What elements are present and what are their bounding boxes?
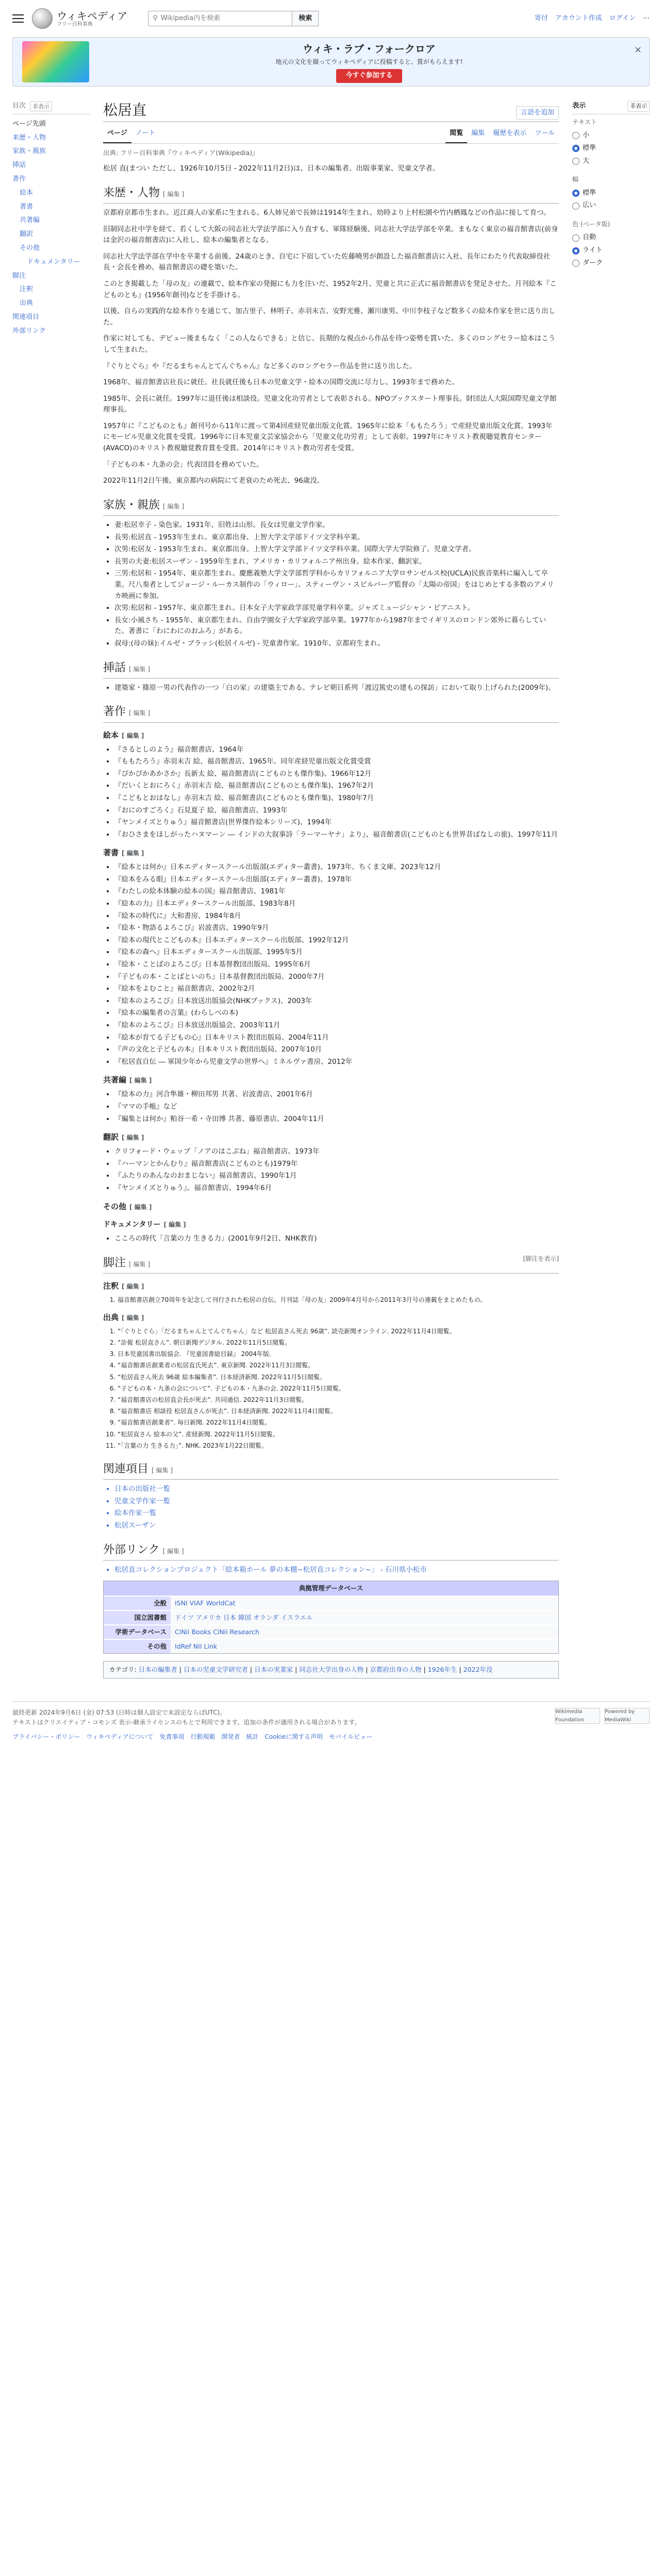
radio-label: ダーク [583, 259, 603, 267]
authority-control [103, 1581, 559, 1654]
search-icon: ⚲ [153, 14, 158, 22]
list-item: • 『絵本の時代に』大和書房、1984年8月 [114, 911, 559, 922]
wikimedia-badge[interactable]: Wikimedia Foundation [555, 1708, 600, 1724]
toc-item[interactable]: その他 [20, 244, 40, 252]
related-list [114, 1484, 559, 1531]
category-link[interactable]: 京都府出身の人物 [370, 1666, 422, 1674]
subsection-heading: 絵本 [ 編集 ] [103, 730, 144, 740]
section-heading: 著作 [ 編集 ] [103, 703, 559, 722]
documentary-list [114, 1233, 559, 1245]
list-item: 11. “「言葉の力 生きる力」”. NHK. 2023年1月22日閲覧。 [118, 1441, 559, 1451]
main-content [90, 101, 572, 1686]
footnote-toggle[interactable]: [脚注を表示] [523, 1255, 559, 1262]
radio-label: 広い [583, 201, 597, 210]
section-family [114, 520, 559, 650]
create-account-link[interactable]: アカウント作成 [555, 14, 602, 22]
toc-item[interactable]: 関連項目 [12, 313, 40, 321]
color-label: 色 (ベータ版) [572, 221, 610, 228]
radio-icon[interactable] [572, 260, 580, 267]
subsection-heading: 翻訳 [ 編集 ] [103, 1132, 144, 1142]
lead-paragraph: 松居 直(まつい ただし、1926年10月5日 - 2022年11月2日)は、日本の編集者、出版事業家、児童文学者。 [103, 164, 440, 173]
paragraph: 以後、自らの実践的な絵本作りを通じて、加古里子、林明子、赤羽末吉、安野光雅、瀬川康男、中川李枝子など数多くの絵本作家を世に送り出した。 [103, 307, 556, 327]
edit-link[interactable]: [ 編集 ] [163, 1221, 186, 1228]
width-options [572, 187, 650, 213]
list-item: • 『おにのすごろく』石見夏子 絵、福音館書店、1993年 [114, 805, 559, 817]
toc-item[interactable]: 家族・親族 [12, 147, 46, 156]
edit-link[interactable]: [ 編集 ] [129, 1203, 152, 1211]
footer-link[interactable]: Cookieに関する声明 [264, 1733, 323, 1740]
authority-value[interactable]: ドイツ アメリカ 日本 韓国 オランダ イスラエル [171, 1611, 558, 1624]
toc-item[interactable]: 外部リンク [12, 327, 46, 335]
toc-sidebar [12, 101, 90, 1686]
tab-edit[interactable]: 編集 [471, 129, 485, 138]
radio-label: 自動 [583, 233, 597, 242]
footer-link[interactable]: 行動規範 [190, 1733, 216, 1740]
list-item: • 『絵本をみる眼』日本エディタースクール出版部(エディター叢書)、1978年 [114, 874, 559, 886]
category-link[interactable]: 1926年生 [427, 1666, 457, 1674]
list-item: 9. “福音館書店創業者”. 毎日新聞. 2022年11月4日閲覧。 [118, 1418, 559, 1428]
footer-link[interactable]: 免責事項 [159, 1733, 185, 1740]
authority-row [104, 1624, 558, 1639]
authority-key: 全般 [104, 1597, 171, 1610]
subsection-heading: 共著編 [ 編集 ] [103, 1075, 152, 1085]
list-item: • 『絵本の現代とこどもの本』日本エディタースクール出版部、1992年12月 [114, 935, 559, 946]
paragraph: 京都府京都市生まれ。近江商人の家系に生まれる。6人姉兄弟で長姉は1914年生まれ。幼時より上村松園や竹内栖鳳などの作品に接して育つ。 [103, 208, 551, 217]
donate-link[interactable]: 寄付 [534, 14, 548, 22]
list-item: • 『絵本のよろこび』日本放送出版協会、2003年11月 [114, 1020, 559, 1031]
subsection-heading: 出典 [ 編集 ] [103, 1312, 144, 1322]
banner-subtitle: 地元の文化を撮ってウィキペディアに投稿すると、賞がもらえます! [275, 58, 463, 65]
toc-item[interactable]: 翻訳 [20, 230, 34, 239]
section-heading: 家族・親族 [ 編集 ] [103, 496, 559, 516]
edit-link[interactable]: [ 編集 ] [122, 1282, 144, 1290]
appearance-heading: 表示 [572, 102, 586, 110]
list-item: • 次男:松居友 - 1953年生まれ。東京都出身。上智大学文学部ドイツ文学科卒業。国際大学大学院修了。児童文学者。 [114, 544, 559, 555]
radio-label: ライト [583, 246, 603, 255]
site-tagline: フリー百科事典 [57, 21, 93, 27]
list-link[interactable]: • 松居スーザン [114, 1520, 559, 1532]
paragraph: 同志社大学法学部在学中を卒業する前後、24歳のとき、自宅に下宿していた佐藤曉男が創設した福音館書店に入社、長年にわたり代表取締役社長・会長を務め、福音館書店の礎を築いた。 [103, 252, 551, 272]
list-item: • 叔母:(母の妹):イルゼ・ブラッシ(松居イルゼ) - 児童書作家。1910年、京都府生まれ。 [114, 638, 559, 650]
edit-link[interactable]: [ 編集 ] [122, 1134, 144, 1142]
list-item: • 長男の夫妻:松居スーザン - 1959年生まれ、アメリカ・カリフォルニア州出身。絵本作家、翻訳家。 [114, 556, 559, 568]
list-item: • 『絵本・ことばのよろこび』日本基督教団出版局、1995年6月 [114, 959, 559, 971]
list-item: • 『松居直自伝 ― 軍国少年から児童文学の世界へ』ミネルヴァ書房、2012年 [114, 1057, 559, 1068]
toc-item[interactable]: 来歴・人物 [12, 133, 46, 142]
category-link[interactable]: 日本の編集者 [138, 1666, 177, 1674]
section-history [103, 208, 559, 487]
login-link[interactable]: ログイン [609, 14, 636, 22]
color-options [572, 231, 650, 269]
list-item: • 『絵本とは何か』日本エディタースクール出版部(エディター叢書)、1973年。ちくま文庫、2023年12月 [114, 862, 559, 873]
radio-label: 標準 [583, 189, 597, 197]
appearance-panel [572, 101, 650, 1686]
list-item: • 『わたしの絵本体験の絵本の国』福音館書店、1981年 [114, 886, 559, 897]
list-item: • 『ももたろう』赤羽末吉 絵、福音館書店、1965年。同年産経児童出版文化賞受賞 [114, 756, 559, 768]
authority-title: 典拠管理データベース [104, 1581, 558, 1596]
authority-row [104, 1596, 558, 1610]
authority-row [104, 1639, 558, 1653]
page-tabs [103, 125, 559, 144]
toc-item[interactable]: 注釈 [20, 285, 34, 294]
toc-list [12, 117, 90, 338]
paragraph: 旧制同志社中学を経て、若くして大阪の同志社大学法学部に入り直すも、軍隊経験後、同志社大学法学部を卒業。まもなく東京の福音館書店(前身は金沢の福音館書店)に入社し、絵本の編集者となる。 [103, 225, 558, 245]
more-options-icon[interactable]: ⋯ [643, 14, 650, 22]
category-box: カテゴリ: 日本の編集者 | 日本の児童文学研究者 | 日本の実業家 | 同志社大学出身の人物 | 京都府出身の人物 | 1926年生 | 2022年没 [103, 1661, 559, 1679]
search-input[interactable] [148, 11, 292, 26]
radio-icon[interactable] [572, 145, 580, 152]
list-item: • 『おひさまをほしがったハヌマーン ― インドの大叙事詩「ラーマーヤナ」より』、福音館書店(こどものとも世界昔ばなしの旅)、1997年11月 [114, 829, 559, 841]
edit-link[interactable]: [ 編集 ] [122, 850, 144, 857]
external-links-list [114, 1565, 559, 1576]
list-item: 1. 福音館書店創立70周年を記念して刊行された松居の自伝。月刊誌「母の友」2009年4月号から2011年3月号の連載をまとめたもの。 [118, 1295, 559, 1305]
authority-value[interactable]: CiNii Books CiNii Research [171, 1625, 558, 1639]
site-name: ウィキペディア [57, 9, 128, 22]
edit-link[interactable]: [ 編集 ] [129, 709, 151, 717]
paragraph: 「子どもの本・九条の会」代表団員を務めていた。 [103, 460, 263, 469]
tab-read[interactable]: 閲覧 [445, 125, 467, 143]
edit-link[interactable]: [ 編集 ] [129, 665, 151, 673]
tab-tools[interactable]: ツール [535, 129, 555, 138]
page-title: 松居直 [103, 101, 147, 118]
toc-heading: 目次 [12, 102, 26, 110]
site-logo[interactable] [32, 8, 127, 29]
campaign-banner [12, 37, 650, 87]
banner-image [22, 41, 89, 82]
article-body [103, 163, 559, 1679]
list-link[interactable]: • 松居直コレクションプロジェクト「絵本箱ホール 夢の本棚~松居直コレクション~」 - 石川県小松市 [114, 1565, 559, 1576]
search-placeholder: Wikipedia内を検索 [160, 14, 221, 22]
paragraph: 1957年に『こどものとも』創刊号から11年に渡って第4回産経児童出版文化賞。1965年に絵本「ももたろう」で産経児童出版文化賞。1993年にモービル児童文化賞を受賞。1996年に日本児童文芸家協会から「児童文化功労者」として表彰。1997年にキリスト教視聴覚教育センター(AVACO)のキリスト教視聴覚教育賞を受賞。2014年にキリスト教功労者を受賞。 [103, 421, 553, 453]
list-item: • 『ぴかぴかあかさか』長新太 絵、福音館書店(こどものとも傑作集)、1966年12月 [114, 769, 559, 780]
menu-icon[interactable] [12, 14, 24, 23]
books-list [114, 862, 559, 1067]
tab-history[interactable]: 履歴を表示 [493, 129, 527, 138]
list-item: • 長男:松居直 - 1953年生まれ。東京都出身、上智大学文学部ドイツ文学科卒業。 [114, 532, 559, 544]
footer-link[interactable]: プライバシー・ポリシー [12, 1733, 80, 1740]
edit-link[interactable]: [ 編集 ] [163, 190, 185, 198]
list-item: • こころの時代「言葉の力 生きる力」(2001年9月2日、NHK教育) [114, 1233, 559, 1245]
radio-option[interactable] [572, 244, 650, 257]
list-item: • 『声の文化と子どもの本』日本キリスト教団出版局、2007年10月 [114, 1044, 559, 1056]
last-updated: 最終更新 2024年9月6日 (金) 07:53 (日時は個人設定で未設定ならばUTC)。 [12, 1709, 226, 1717]
list-item: • 『だいくとおにろく』赤羽末吉 絵、福音館書店(こどものとも傑作集)、1967年2月 [114, 781, 559, 792]
section-heading: 来歴・人物 [ 編集 ] [103, 184, 559, 204]
radio-label: 大 [583, 157, 590, 165]
references-list [118, 1327, 559, 1451]
tab-page[interactable]: ページ [103, 125, 131, 143]
radio-option[interactable] [572, 155, 650, 168]
subsection-heading: その他 [ 編集 ] [103, 1201, 152, 1211]
toc-hide-button[interactable]: 非表示 [30, 101, 52, 112]
text-size-options [572, 129, 650, 167]
radio-option[interactable] [572, 187, 650, 200]
footer-links [12, 1732, 650, 1742]
translations-list [114, 1146, 559, 1194]
subsection-heading: ドキュメンタリー [ 編集 ] [103, 1220, 186, 1229]
list-item: • 『絵本の力』河合隼雄・柳田邦男 共著、岩波書店、2001年6月 [114, 1089, 559, 1100]
list-item: 5. “松居直さん死去 96歳 絵本編集者”. 日本経済新聞. 2022年11月5日閲覧。 [118, 1372, 559, 1382]
banner-join-button[interactable]: 今すぐ参加する [336, 69, 402, 83]
subsection-heading: 注釈 [ 編集 ] [103, 1281, 144, 1291]
tab-talk[interactable]: ノート [135, 129, 156, 138]
list-item: • 『さるとしのよう』福音館書店、1964年 [114, 744, 559, 756]
list-item: • 次男:松居和 - 1957年、東京都生まれ。日本女子大学家政学部児童学科卒業。ジャズミュージシャン・ピアニスト。 [114, 603, 559, 614]
radio-icon[interactable] [572, 202, 580, 210]
toc-item[interactable]: 出典 [20, 299, 34, 308]
coauthored-list [114, 1089, 559, 1125]
list-item: • 『ママの手帳』など [114, 1101, 559, 1113]
list-item: • 『子どもの本・ことばといのち』日本基督教団出版局、2000年7月 [114, 972, 559, 983]
radio-option[interactable] [572, 199, 650, 212]
edit-link[interactable]: [ 編集 ] [122, 732, 144, 739]
footer-link[interactable]: ウィキペディアについて [86, 1733, 154, 1740]
list-item: 6. “子どもの本・九条の会について”. 子どもの本・九条の会. 2022年11月5日閲覧。 [118, 1384, 559, 1394]
list-item: • 『編集とは何か』粕谷一希・寺田博 共著、藤原書店、2004年11月 [114, 1114, 559, 1125]
radio-option[interactable] [572, 257, 650, 270]
list-item: • 『こどもとおはなし』赤羽末吉 絵、福音館書店(こどものとも傑作集)、1980年7月 [114, 793, 559, 804]
width-label: 幅 [572, 176, 579, 183]
toc-item[interactable]: ページ先頭 [12, 120, 46, 128]
section-heading: 挿話 [ 編集 ] [103, 659, 559, 679]
radio-icon[interactable] [572, 158, 580, 165]
paragraph: このとき掲載した「母の友」の連載で、絵本作家の発掘にも力を注いだ。1952年2月、児童と共に正式に福音館書店を発足させた。月刊絵本『こどものとも』(1956年創刊)などを手掛ける。 [103, 279, 557, 299]
subsection-heading: 著書 [ 編集 ] [103, 848, 144, 858]
toc-item[interactable]: 著作 [12, 175, 26, 183]
list-item: • 『ヤンメイズとりゅう』福音館書店(世界傑作絵本シリーズ)、1994年 [114, 817, 559, 828]
category-link[interactable]: 日本の児童文学研究者 [183, 1666, 248, 1674]
paragraph: 1985年、会長に就任。1997年に退任後は相談役。児童文化功労者として表彰される。NPOブックスタート理事長。財団法人大阪国際児童文学館理事長。 [103, 394, 557, 414]
list-item: 4. “福音館書店創業者の松居直氏死去”. 東京新聞. 2022年11月3日閲覧。 [118, 1361, 559, 1370]
list-item: 8. “福音館書店 相談役 松居直さんが死去”. 日本経済新聞. 2022年11月4日閲覧。 [118, 1406, 559, 1416]
footer-link[interactable]: 開発者 [221, 1733, 240, 1740]
toc-item[interactable]: ドキュメンタリー [27, 258, 80, 266]
authority-key: その他 [104, 1640, 171, 1653]
footer-link[interactable]: モバイルビュー [329, 1733, 373, 1740]
list-item: • 『絵本の編集者の言葉』(わらしべの本) [114, 1008, 559, 1019]
edit-link[interactable]: [ 編集 ] [163, 502, 185, 510]
edit-link[interactable]: [ 編集 ] [162, 1547, 184, 1555]
footer-link[interactable]: 統計 [246, 1733, 259, 1740]
text-size-label: テキスト [572, 118, 597, 126]
radio-option[interactable] [572, 231, 650, 244]
page-footer [12, 1701, 650, 1742]
toc-item[interactable]: 脚注 [12, 272, 26, 280]
list-item: • クリフォード・ウェッブ「ノアのはこぶね」福音館書店、1973年 [114, 1146, 559, 1158]
list-item: 1. “「ぐりとぐら」「だるまちゃんとてんぐちゃん」など 松居直さん死去 96歳”. 読売新聞オンライン. 2022年11月4日閲覧。 [118, 1327, 559, 1336]
toc-item[interactable]: 挿話 [12, 161, 26, 170]
list-item: • 三男:松居和 - 1954年、東京都生まれ。慶應義塾大学文学部哲学科からカリフォルニア大学ロサンゼルス校(UCLA)民族音楽科に編入して卒業。尺八奏者としてジョージ・ルーカス制作の「ウィロー」、スティーヴン・スピルバーグ監督の「太陽の帝国」をはじめとする多数のアメリカ映画に参加。 [114, 568, 559, 602]
toc-item[interactable]: 絵本 [20, 189, 34, 197]
list-link[interactable]: • 児童文学作家一覧 [114, 1496, 559, 1507]
list-item: 10. “松居直さん 絵本の父”. 産経新聞. 2022年11月5日閲覧。 [118, 1430, 559, 1439]
edit-link[interactable]: [ 編集 ] [129, 1077, 152, 1084]
list-item: • 建築家・篠原一男の代表作の一つ「白の家」の建築主である。テレビ朝日系列「渡辺篤史の建もの探訪」において取り上げられた(2009年)。 [114, 683, 559, 694]
add-language-button[interactable]: 言語を追加 [516, 106, 559, 120]
list-item: • 『絵本・物語るよろこび』岩波書店、1990年9月 [114, 923, 559, 934]
section-heading: 外部リンク [ 編集 ] [103, 1541, 559, 1561]
toc-item[interactable]: 著書 [20, 202, 34, 211]
authority-row [104, 1610, 558, 1624]
license-text: テキストはクリエイティブ・コモンズ 表示-継承ライセンスのもとで利用できます。追加の条件が適用される場合があります。 [12, 1719, 361, 1726]
picture-books-list [114, 744, 559, 841]
edit-link[interactable]: [ 編集 ] [122, 1314, 144, 1321]
paragraph: 作家に対しても、デビュー後まもなく「この人ならできる」と信じ、長期的な視点から作品を待つ姿勢を貫いた。多くのロングセラー絵本はこうして生まれた。 [103, 334, 556, 354]
list-item: • 長女:小風さち - 1955年、東京都生まれ。自由学園女子大学家政学部卒業。1977年から1987年までイギリスのロンドン郊外に暮らしていた。著書に「わにわにのおふろ」がある。 [114, 615, 559, 637]
section-heading: 関連項目 [ 編集 ] [103, 1460, 559, 1480]
radio-icon[interactable] [572, 234, 580, 242]
radio-icon[interactable] [572, 132, 580, 139]
radio-option[interactable] [572, 129, 650, 142]
appearance-hide-button[interactable]: 非表示 [627, 101, 650, 112]
radio-label: 標準 [583, 144, 597, 152]
category-link[interactable]: 日本の実業家 [254, 1666, 293, 1674]
banner-title: ウィキ・ラブ・フォークロア [303, 43, 436, 55]
notes-list [118, 1295, 559, 1305]
list-item: • 『絵本の森へ』日本エディタースクール出版部、1995年5月 [114, 947, 559, 958]
list-item: 3. 日本児童図書出版協会. 『児童図書総目録』 2004年版. [118, 1349, 559, 1359]
authority-key: 学術データベース [104, 1625, 171, 1639]
toc-item[interactable]: 共著編 [20, 216, 40, 225]
list-item: • 『絵本をよむこと』福音館書店、2002年2月 [114, 984, 559, 995]
edit-link[interactable]: [ 編集 ] [129, 1260, 151, 1268]
list-link[interactable]: • 日本の出版社一覧 [114, 1484, 559, 1495]
authority-value[interactable]: IdRef NII Link [171, 1640, 558, 1653]
list-item: • 『絵本が育てる子どもの心』日本キリスト教団出版局、2004年11月 [114, 1032, 559, 1044]
category-link[interactable]: 同志社大学出身の人物 [299, 1666, 364, 1674]
mediawiki-badge[interactable]: Powered by MediaWiki [604, 1708, 650, 1724]
paragraph: 『ぐりとぐら』や『だるまちゃんとてんぐちゃん』など多くのロングセラー作品を世に送り出した。 [103, 362, 417, 370]
list-link[interactable]: • 絵本作家一覧 [114, 1508, 559, 1519]
search-button[interactable]: 検索 [292, 11, 319, 26]
search-form [148, 11, 319, 26]
paragraph: 2022年11月2日午後、東京都内の病院にて老衰のため死去、96歳没。 [103, 477, 324, 485]
radio-label: 小 [583, 131, 590, 139]
paragraph: 1968年、福音館書店社長に就任。社長就任後も日本の児童文学・絵本の国際交流に尽力し、1993年まで務めた。 [103, 378, 459, 387]
radio-option[interactable] [572, 142, 650, 155]
list-item: 2. “訃報 松居直さん”. 朝日新聞デジタル. 2022年11月5日閲覧。 [118, 1338, 559, 1348]
list-item: 7. “福音館書店の松居直会長が死去”. 共同通信. 2022年11月3日閲覧。 [118, 1395, 559, 1405]
section-episode [114, 683, 559, 694]
list-item: • 『ヤンメイズとりゅう』、福音館書店、1994年6月 [114, 1183, 559, 1194]
authority-value[interactable]: ISNI VIAF WorldCat [171, 1597, 558, 1610]
list-item: • 『ふたりのあんなのおまじない』福音館書店、1990年1月 [114, 1171, 559, 1182]
section-heading: 脚注 [ 編集 ] [脚注を表示] [103, 1254, 559, 1274]
header-links [535, 13, 650, 24]
radio-icon[interactable] [572, 247, 580, 255]
authority-key: 国立図書館 [104, 1611, 171, 1624]
list-item: • 『絵本のよろこび』日本放送出版協会(NHKブックス)、2003年 [114, 996, 559, 1007]
category-link[interactable]: 2022年没 [463, 1666, 493, 1674]
page-source: 出典: フリー百科事典『ウィキペディア(Wikipedia)』 [103, 149, 259, 157]
list-item: • 『絵本の力』日本エディタースクール出版部、1983年8月 [114, 899, 559, 910]
radio-icon[interactable] [572, 190, 580, 197]
site-header [0, 0, 662, 37]
close-icon[interactable]: × [634, 44, 642, 55]
wikipedia-globe-icon [32, 8, 53, 29]
list-item: • 『ハーマンとかんむり』福音館書店(こどものとも)1979年 [114, 1159, 559, 1170]
edit-link[interactable]: [ 編集 ] [152, 1466, 173, 1474]
category-label: カテゴリ: [109, 1666, 137, 1674]
list-item: • 妻:松居幸子 - 染色家。1931年、旧姓は山形。長女は児童文学作家。 [114, 520, 559, 531]
